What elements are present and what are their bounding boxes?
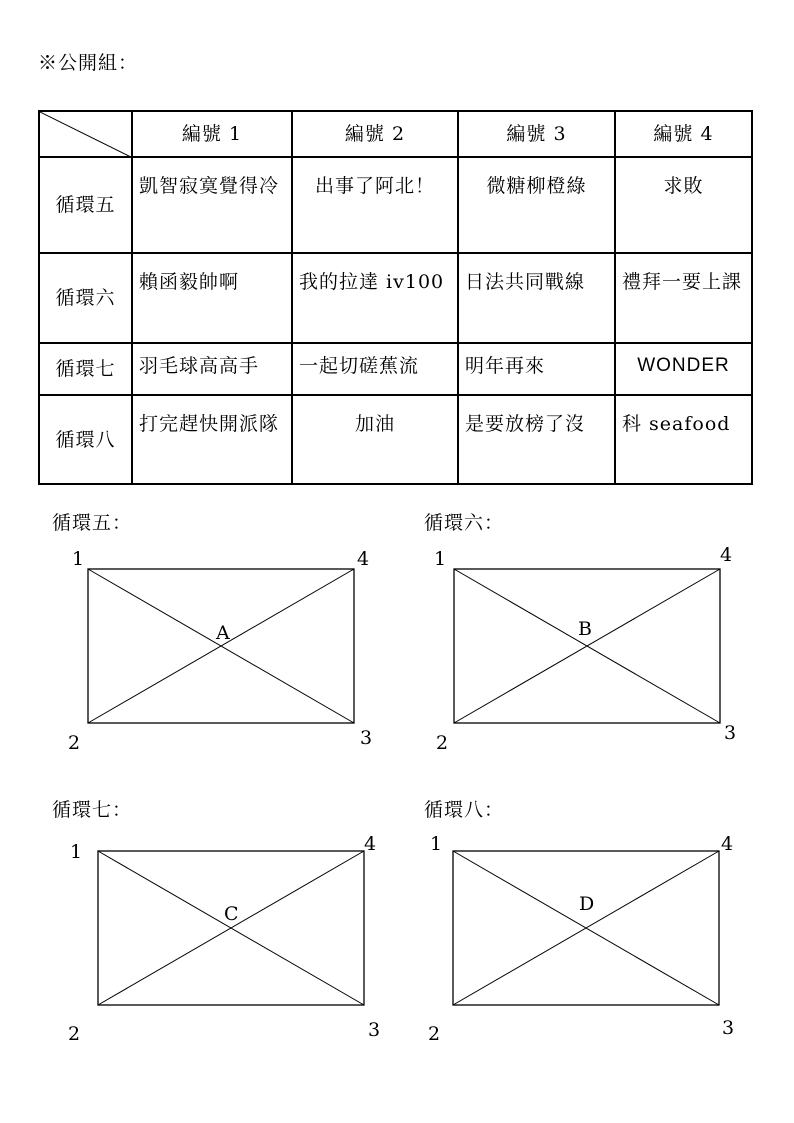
- corner-label-2: 2: [436, 732, 449, 754]
- page-heading: ※公開組：: [38, 52, 139, 74]
- column-header-3: 編號 3: [458, 111, 615, 157]
- table-cell: 凱智寂寞覺得冷: [132, 157, 292, 253]
- corner-label-1: 1: [72, 548, 85, 570]
- bracket-diagram-loop-6: [424, 508, 764, 779]
- diagram-title: 循環八：: [424, 799, 505, 821]
- corner-label-3: 3: [724, 722, 737, 744]
- table-cell: 打完趕快開派隊: [132, 395, 292, 484]
- corner-label-4: 4: [364, 833, 377, 855]
- corner-label-4: 4: [721, 833, 734, 855]
- center-label: D: [579, 893, 595, 915]
- table-cell: WONDER: [615, 343, 752, 395]
- column-header-4: 編號 4: [615, 111, 752, 157]
- crossed-rectangle: [424, 826, 764, 1066]
- diagram-title: 循環七：: [52, 799, 133, 821]
- corner-label-2: 2: [68, 732, 81, 754]
- table-cell: 羽毛球高高手: [132, 343, 292, 395]
- row-label: 循環五: [39, 157, 132, 253]
- diagram-title: 循環六：: [424, 512, 505, 534]
- corner-label-4: 4: [720, 544, 733, 566]
- corner-label-1: 1: [430, 833, 443, 855]
- bracket-diagram-loop-8: [424, 795, 764, 1066]
- corner-label-2: 2: [428, 1023, 441, 1045]
- corner-label-4: 4: [357, 548, 370, 570]
- diagram-title: 循環五：: [52, 512, 133, 534]
- corner-label-3: 3: [360, 727, 373, 749]
- table-cell: 日法共同戰線: [458, 253, 615, 343]
- bracket-diagram-loop-5: [52, 508, 392, 779]
- crossed-rectangle: [424, 539, 764, 779]
- center-label: C: [224, 903, 239, 925]
- table-cell: 加油: [292, 395, 458, 484]
- bracket-diagram-loop-7: [52, 795, 392, 1066]
- table-corner-cell: [39, 111, 132, 157]
- table-cell: 是要放榜了沒: [458, 395, 615, 484]
- column-header-2: 編號 2: [292, 111, 458, 157]
- table-cell: 禮拜一要上課: [615, 253, 752, 343]
- corner-label-2: 2: [68, 1023, 81, 1045]
- table-cell: 求敗: [615, 157, 752, 253]
- crossed-rectangle: [52, 826, 392, 1066]
- group-table: [38, 110, 753, 485]
- corner-diagonal: [40, 112, 133, 158]
- table-row: [39, 395, 752, 484]
- table-cell: 賴函毅帥啊: [132, 253, 292, 343]
- center-label: B: [578, 618, 592, 640]
- row-label: 循環八: [39, 395, 132, 484]
- table-cell: 明年再來: [458, 343, 615, 395]
- corner-label-3: 3: [722, 1017, 735, 1039]
- table-cell: 出事了阿北！: [292, 157, 458, 253]
- corner-label-1: 1: [434, 548, 447, 570]
- column-header-1: 編號 1: [132, 111, 292, 157]
- table-row: [39, 157, 752, 253]
- row-label: 循環六: [39, 253, 132, 343]
- center-label: A: [216, 622, 230, 644]
- crossed-rectangle: [52, 539, 392, 779]
- table-cell: 一起切磋蕉流: [292, 343, 458, 395]
- table-row: [39, 343, 752, 395]
- corner-label-3: 3: [368, 1019, 381, 1041]
- table-cell: 我的拉達 iv100: [292, 253, 458, 343]
- table-cell: 微糖柳橙綠: [458, 157, 615, 253]
- corner-label-1: 1: [70, 841, 83, 863]
- row-label: 循環七: [39, 343, 132, 395]
- table-cell: 科 seafood: [615, 395, 752, 484]
- table-row: [39, 253, 752, 343]
